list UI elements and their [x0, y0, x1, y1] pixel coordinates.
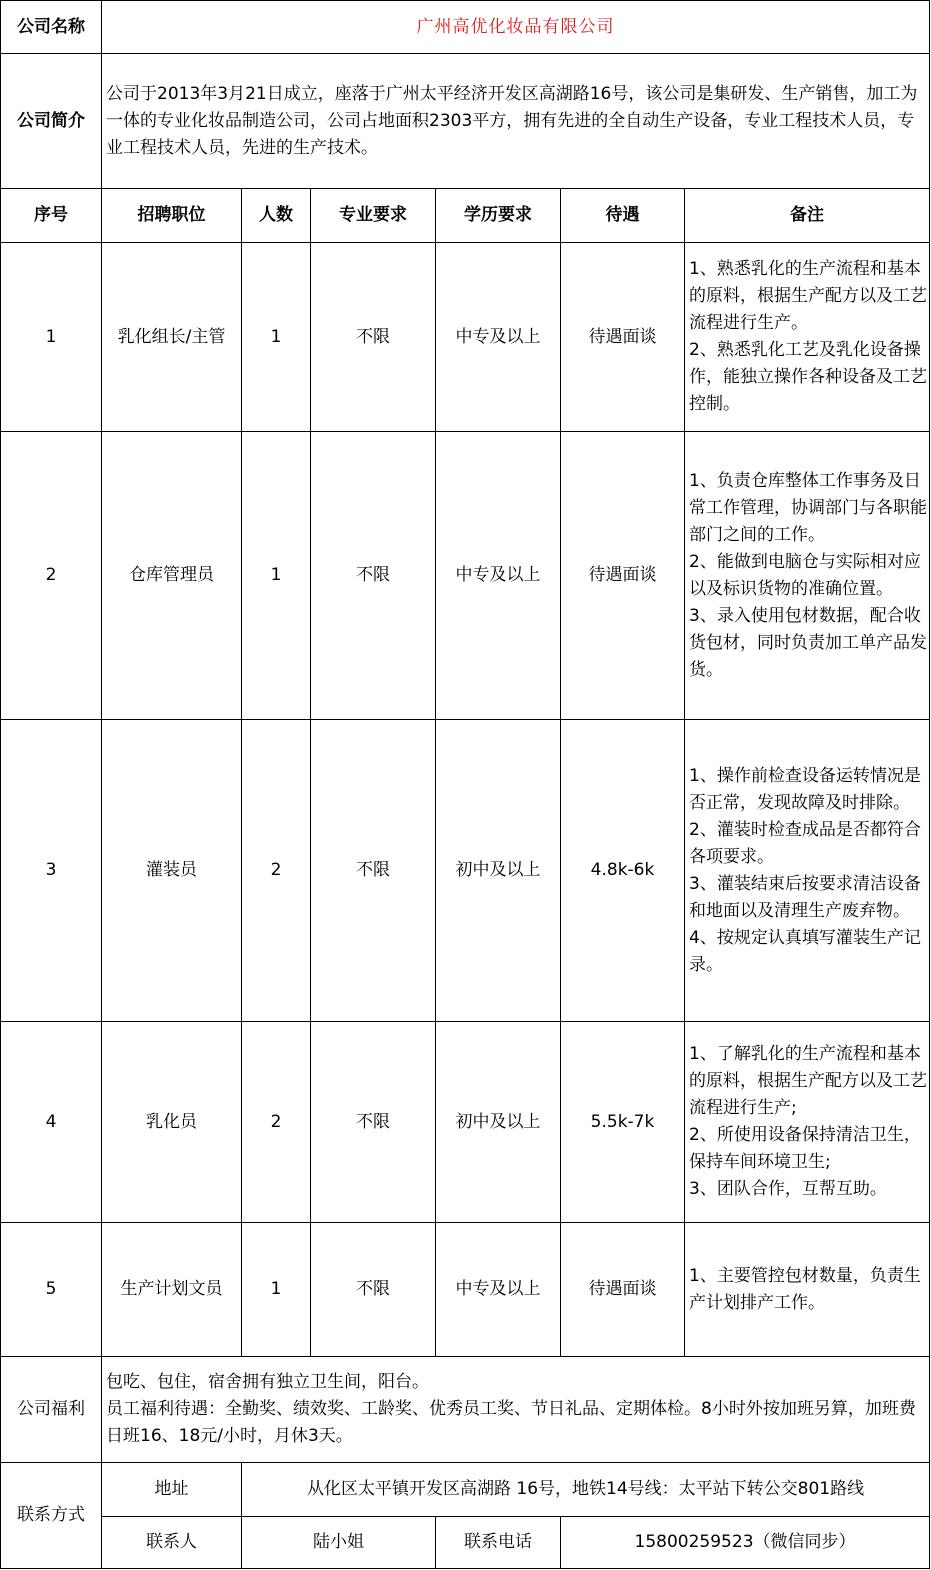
contact-address-row [1, 1463, 930, 1517]
table-row [1, 1223, 930, 1357]
row-notes [685, 720, 930, 1022]
row-position: 仓库管理员 [102, 432, 242, 720]
header-count: 人数 [242, 189, 311, 243]
phone-value: 15800259523（微信同步） [561, 1517, 930, 1569]
row-major: 不限 [311, 720, 436, 1022]
note-line: 1、了解乳化的生产流程和基本的原料，根据生产配方以及工艺流程进行生产; [689, 1044, 927, 1118]
row-count: 1 [242, 432, 311, 720]
note-line: 3、团队合作，互帮互助。 [689, 1179, 887, 1199]
row-count: 2 [242, 1022, 311, 1223]
person-label: 联系人 [102, 1517, 242, 1569]
note-line: 2、能做到电脑仓与实际相对应以及标识货物的准确位置。 [689, 551, 921, 599]
row-notes [685, 432, 930, 720]
row-no: 1 [1, 243, 102, 432]
note-line: 1、熟悉乳化的生产流程和基本的原料，根据生产配方以及工艺流程进行生产。 [689, 259, 927, 333]
note-line: 1、操作前检查设备运转情况是否正常，发现故障及时排除。 [689, 765, 921, 813]
row-education: 中专及以上 [436, 1223, 561, 1357]
row-no: 5 [1, 1223, 102, 1357]
benefit-line: 员工福利待遇：全勤奖、绩效奖、工龄奖、优秀员工奖、节日礼品、定期体检。8小时外按加班另算，加班费日班16、18元/小时，月休3天。 [106, 1399, 916, 1446]
address-value: 从化区太平镇开发区高湖路 16号，地铁14号线：太平站下转公交801路线 [242, 1463, 930, 1517]
row-education: 初中及以上 [436, 720, 561, 1022]
benefits-label: 公司福利 [1, 1357, 102, 1463]
table-header-row [1, 189, 930, 243]
table-row [1, 720, 930, 1022]
company-intro-row [1, 54, 930, 189]
row-salary: 5.5k-7k [561, 1022, 685, 1223]
header-notes: 备注 [685, 189, 930, 243]
row-position: 生产计划文员 [102, 1223, 242, 1357]
row-count: 1 [242, 1223, 311, 1357]
note-line: 3、录入使用包材数据，配合收货包材，同时负责加工单产品发货。 [689, 605, 927, 680]
note-line: 1、主要管控包材数量，负责生产计划排产工作。 [689, 1265, 921, 1313]
header-education: 学历要求 [436, 189, 561, 243]
contact-person-row [1, 1517, 930, 1569]
row-education: 中专及以上 [436, 432, 561, 720]
benefits-content [102, 1357, 930, 1463]
table-row [1, 1022, 930, 1223]
row-count: 2 [242, 720, 311, 1022]
company-name-row [1, 1, 930, 54]
row-education: 初中及以上 [436, 1022, 561, 1223]
row-position: 乳化员 [102, 1022, 242, 1223]
note-line: 2、熟悉乳化工艺及乳化设备操作，能独立操作各种设备及工艺控制。 [689, 340, 927, 414]
row-notes [685, 1223, 930, 1357]
row-no: 4 [1, 1022, 102, 1223]
header-salary: 待遇 [561, 189, 685, 243]
row-notes [685, 1022, 930, 1223]
person-value: 陆小姐 [242, 1517, 436, 1569]
note-line: 2、所使用设备保持清洁卫生，保持车间环境卫生; [689, 1125, 921, 1172]
row-count: 1 [242, 243, 311, 432]
row-no: 3 [1, 720, 102, 1022]
row-position: 乳化组长/主管 [102, 243, 242, 432]
header-no: 序号 [1, 189, 102, 243]
row-major: 不限 [311, 1022, 436, 1223]
phone-label: 联系电话 [436, 1517, 561, 1569]
company-intro: 公司于2013年3月21日成立，座落于广州太平经济开发区高湖路16号，该公司是集研发、生产销售，加工为一体的专业化妆品制造公司，公司占地面积2303平方，拥有先进的全自动生产设备，专业工程技术人员，专业工程技术人员，先进的生产技术。 [102, 54, 930, 189]
benefit-line: 包吃、包住，宿舍拥有独立卫生间，阳台。 [106, 1372, 429, 1392]
header-major: 专业要求 [311, 189, 436, 243]
contact-label: 联系方式 [1, 1463, 102, 1569]
header-position: 招聘职位 [102, 189, 242, 243]
company-intro-label: 公司简介 [1, 54, 102, 189]
row-position: 灌装员 [102, 720, 242, 1022]
benefits-row [1, 1357, 930, 1463]
row-education: 中专及以上 [436, 243, 561, 432]
row-major: 不限 [311, 243, 436, 432]
row-salary: 待遇面谈 [561, 243, 685, 432]
note-line: 1、负责仓库整体工作事务及日常工作管理，协调部门与各职能部门之间的工作。 [689, 470, 927, 545]
note-line: 2、灌装时检查成品是否都符合各项要求。 [689, 819, 921, 867]
row-major: 不限 [311, 432, 436, 720]
note-line: 4、按规定认真填写灌装生产记录。 [689, 927, 921, 975]
row-salary: 待遇面谈 [561, 432, 685, 720]
row-major: 不限 [311, 1223, 436, 1357]
table-row [1, 243, 930, 432]
table-row [1, 432, 930, 720]
row-notes [685, 243, 930, 432]
company-name: 广州高优化妆品有限公司 [102, 1, 930, 54]
row-salary: 待遇面谈 [561, 1223, 685, 1357]
row-salary: 4.8k-6k [561, 720, 685, 1022]
company-name-label: 公司名称 [1, 1, 102, 54]
address-label: 地址 [102, 1463, 242, 1517]
note-line: 3、灌装结束后按要求清洁设备和地面以及清理生产废弃物。 [689, 873, 921, 921]
row-no: 2 [1, 432, 102, 720]
